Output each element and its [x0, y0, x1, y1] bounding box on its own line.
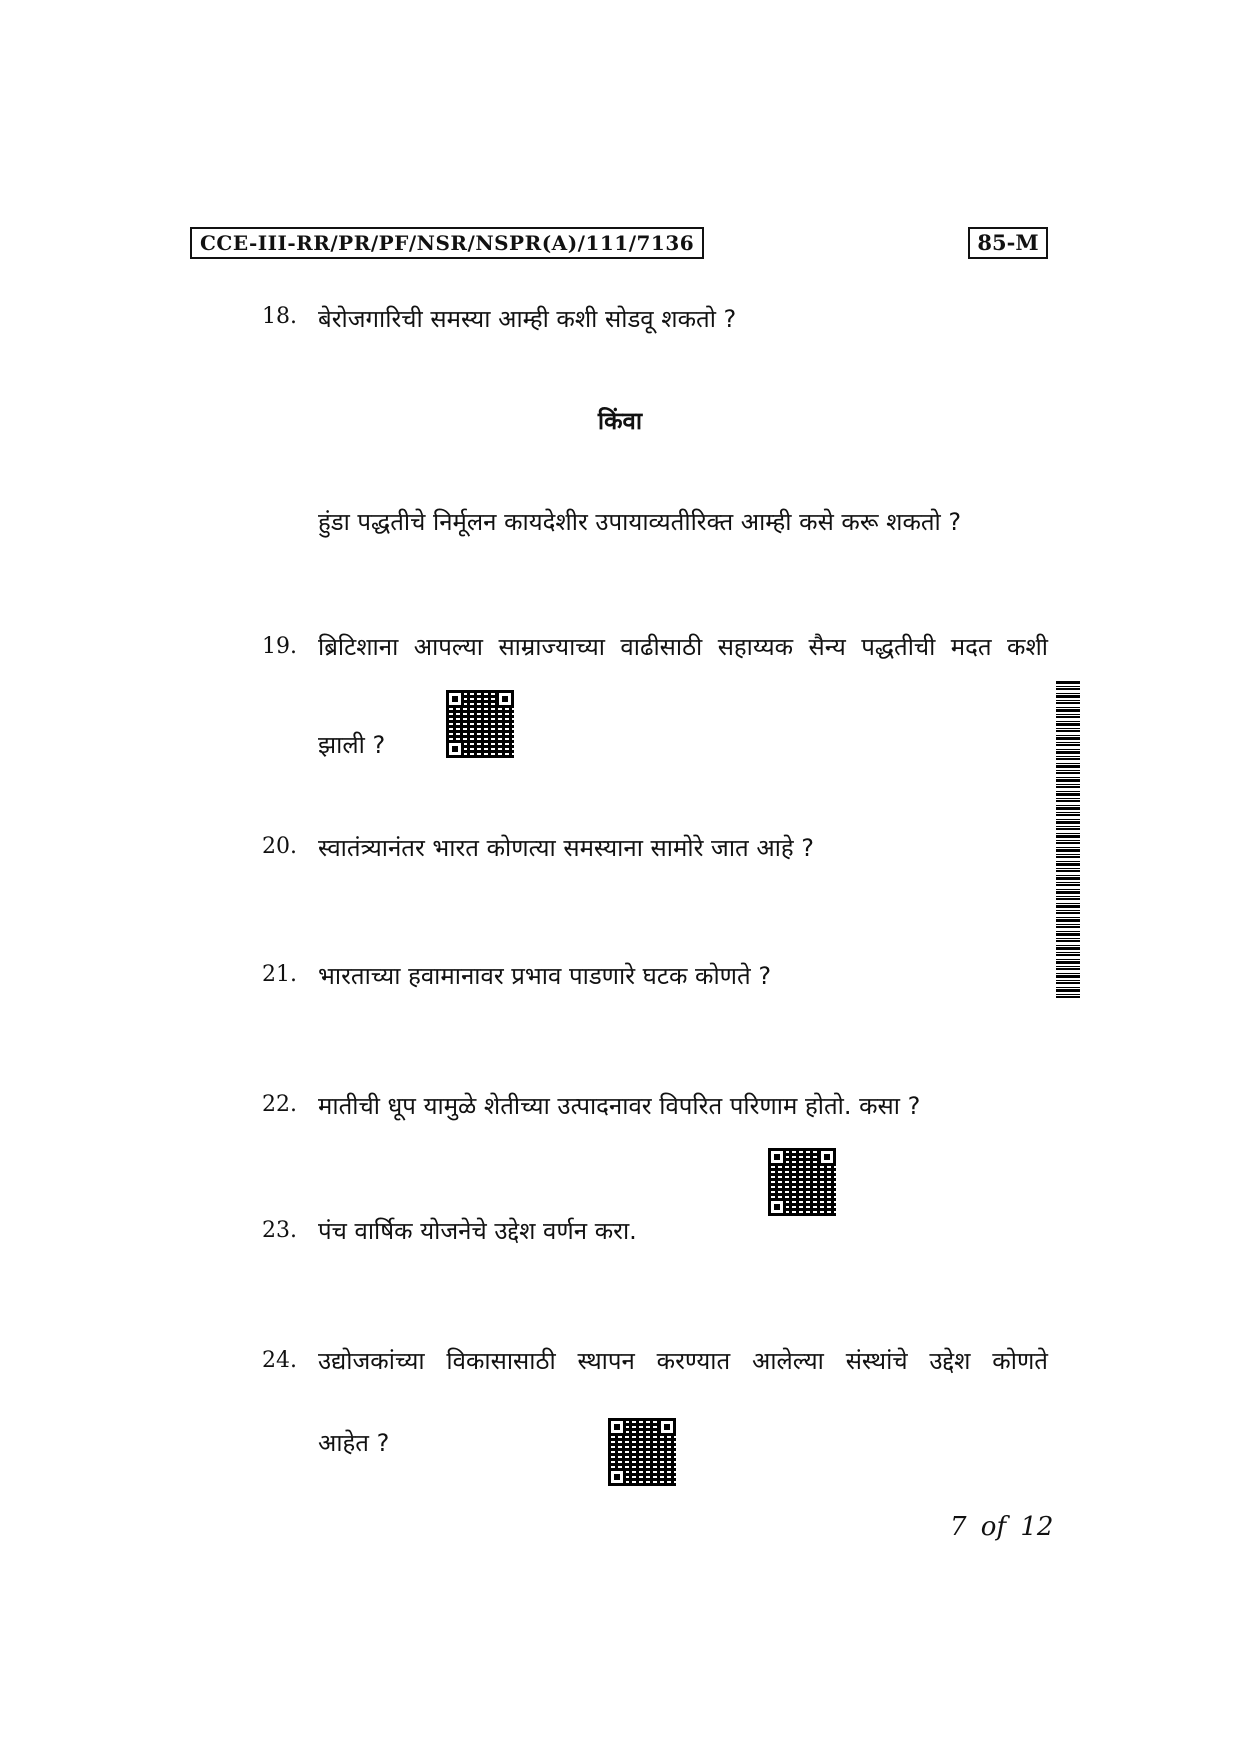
qr-code-q22: [768, 1148, 836, 1216]
subject-code: 85-M: [968, 227, 1048, 259]
question-number-18: 18.: [262, 304, 297, 329]
question-number-22: 22.: [262, 1092, 297, 1117]
question-20-text: स्वातंत्र्यानंतर भारत कोणत्या समस्याना सामोरे जात आहे ?: [318, 834, 814, 862]
paper-code: CCE-III-RR/PR/PF/NSR/NSPR(A)/111/7136: [190, 227, 704, 259]
or-heading: किंवा: [597, 407, 643, 435]
question-number-19: 19.: [262, 634, 297, 659]
question-21-text: भारताच्या हवामानावर प्रभाव पाडणारे घटक कोणते ?: [318, 962, 772, 990]
question-19-line-1: ब्रिटिशाना आपल्या साम्राज्याच्या वाढीसाठी सहाय्यक सैन्य पद्धतीची मदत कशी: [318, 633, 1048, 661]
question-23-text: पंच वार्षिक योजनेचे उद्देश वर्णन करा.: [318, 1217, 637, 1245]
question-24-line-2: आहेत ?: [318, 1429, 390, 1457]
question-number-21: 21.: [262, 962, 297, 987]
question-18-alt-text: हुंडा पद्धतीचे निर्मूलन कायदेशीर उपायाव्यतीरिक्त आम्ही कसे करू शकतो ?: [318, 508, 962, 536]
question-24-line-1: उद्योजकांच्या विकासासाठी स्थापन करण्यात आलेल्या संस्थांचे उद्देश कोणते: [318, 1347, 1048, 1375]
question-22-text: मातीची धूप यामुळे शेतीच्या उत्पादनावर विपरित परिणाम होतो. कसा ?: [318, 1092, 921, 1120]
question-19-line-2: झाली ?: [318, 731, 386, 759]
page-number: 7 of 12: [950, 1512, 1054, 1542]
side-barcode: [1056, 680, 1080, 998]
qr-code-q19: [446, 690, 514, 758]
question-18-text: बेरोजगारिची समस्या आम्ही कशी सोडवू शकतो ?: [318, 305, 737, 333]
question-number-23: 23.: [262, 1218, 297, 1243]
question-number-20: 20.: [262, 834, 297, 859]
question-number-24: 24.: [262, 1348, 297, 1373]
qr-code-q24: [608, 1418, 676, 1486]
